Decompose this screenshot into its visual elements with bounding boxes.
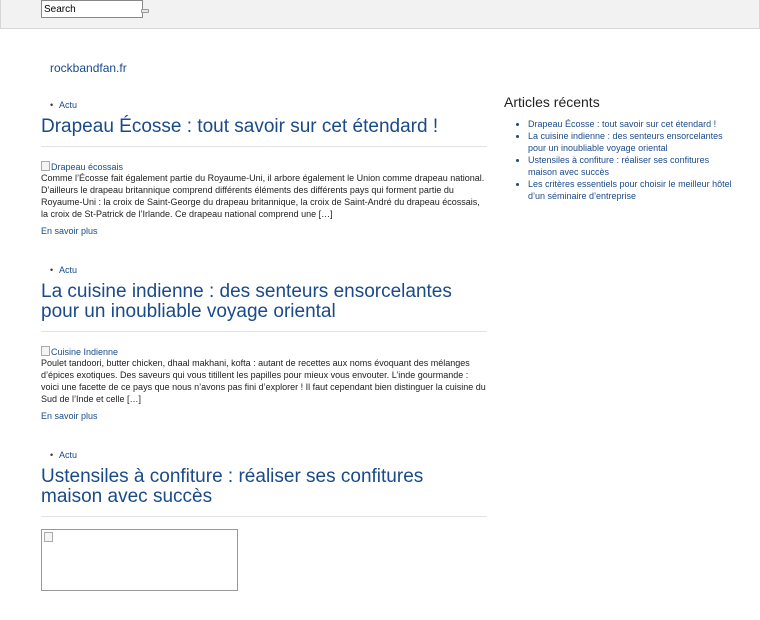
- broken-image-icon: [41, 346, 50, 356]
- article-excerpt: Poulet tandoori, butter chicken, dhaal makhani, kofta : autant de recettes aux noms évoquant des mélanges d’épices exotiques. Des saveurs qui vous titillent les papilles pour mieux vous envouter. L’inde gourmande : voici une facette de ce pays que nous n’avons pas fini d’explorer ! Il faut cependant bien distinguer la cuisine du Sud de l’Inde et celle […]: [41, 358, 486, 404]
- search-button[interactable]: [141, 9, 149, 13]
- category-link[interactable]: Actu: [59, 100, 78, 110]
- recent-article-item: [528, 154, 734, 178]
- recent-article-item: [528, 130, 734, 154]
- recent-article-link[interactable]: Les critères essentiels pour choisir le meilleur hôtel d’un séminaire d’entreprise: [528, 179, 732, 201]
- recent-article-link[interactable]: Ustensiles à confiture : réaliser ses confitures maison avec succès: [528, 155, 710, 177]
- article-2: [41, 265, 487, 421]
- article-image[interactable]: [41, 346, 487, 357]
- sidebar-recent-articles: [504, 94, 734, 202]
- read-more-link[interactable]: En savoir plus: [41, 411, 98, 421]
- broken-image-icon: [44, 532, 53, 542]
- broken-image-icon: [41, 161, 50, 171]
- top-bar: [0, 0, 760, 29]
- search-input[interactable]: [41, 0, 143, 18]
- image-alt-text: Cuisine Indienne: [51, 347, 119, 357]
- article-image-placeholder[interactable]: [41, 529, 238, 591]
- article-image[interactable]: [41, 161, 487, 172]
- image-alt-text: Drapeau écossais: [51, 162, 124, 172]
- article-title-link[interactable]: La cuisine indienne : des senteurs ensorcelantes pour un inoubliable voyage oriental: [41, 282, 487, 332]
- article-title-link[interactable]: Drapeau Écosse : tout savoir sur cet étendard !: [41, 117, 487, 147]
- article-list: [41, 100, 487, 620]
- category-link[interactable]: Actu: [59, 265, 78, 275]
- category-item: [41, 450, 487, 465]
- read-more-link[interactable]: En savoir plus: [41, 226, 98, 236]
- recent-article-link[interactable]: La cuisine indienne : des senteurs ensorcelantes pour un inoubliable voyage oriental: [528, 131, 723, 153]
- recent-article-link[interactable]: Drapeau Écosse : tout savoir sur cet étendard !: [528, 119, 717, 129]
- article-3: [41, 450, 487, 591]
- category-link[interactable]: Actu: [59, 450, 78, 460]
- sidebar-heading: Articles récents: [504, 94, 600, 110]
- category-item: [41, 100, 487, 115]
- recent-article-item: [528, 118, 734, 130]
- recent-article-item: [528, 178, 734, 202]
- category-item: [41, 265, 487, 280]
- article-excerpt: Comme l’Écosse fait également partie du Royaume-Uni, il arbore également le Union comme drapeau national. D’ailleurs le drapeau britannique comprend différents éléments des différents pays qui forment partie du Royaume-Uni : la croix de Saint-George du drapeau britannique, la croix de Saint-André du drapeau écossais, la croix de St-Patrick de l’Irlande. Ce drapeau national comprend une […]: [41, 173, 485, 219]
- article-1: [41, 100, 487, 236]
- site-title-link[interactable]: rockbandfan.fr: [50, 61, 127, 75]
- article-title-link[interactable]: Ustensiles à confiture : réaliser ses confitures maison avec succès: [41, 467, 487, 517]
